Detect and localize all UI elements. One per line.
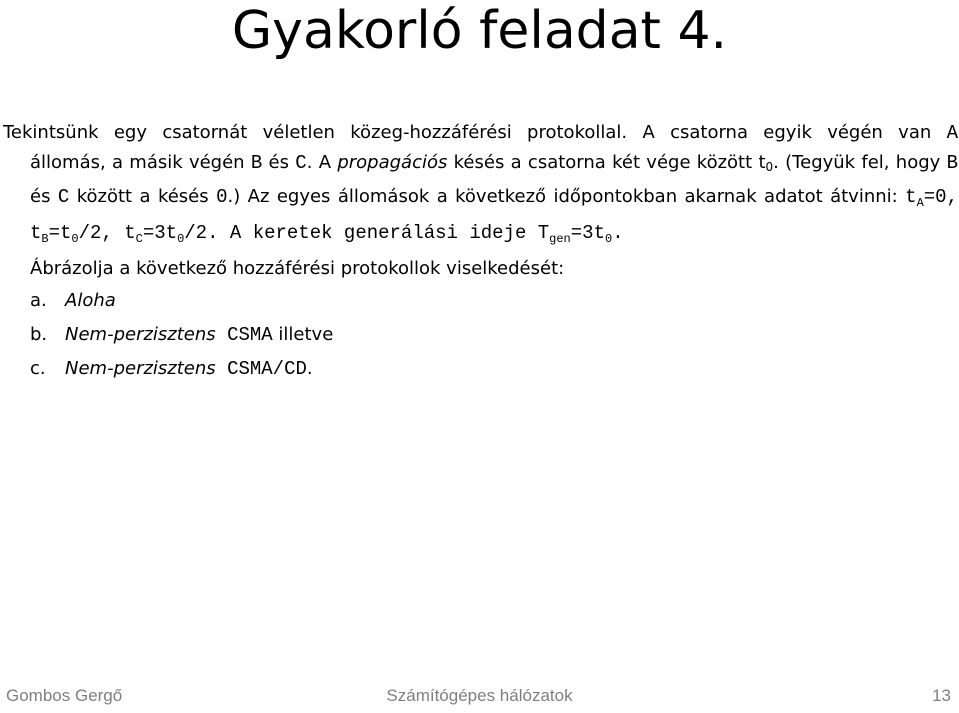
- station-c: C: [295, 152, 307, 174]
- paragraph-instruction: Ábrázolja a következő hozzáférési protokollok viselkedését:: [30, 258, 565, 279]
- protocol-name: Nem-perzisztens: [65, 358, 216, 379]
- protocol-name: Aloha: [65, 290, 116, 311]
- italic-term: propagációs: [337, 152, 448, 173]
- task-description: [3, 118, 958, 386]
- text-segment: . A: [306, 152, 338, 173]
- text-segment: . (Tegyük fel, hogy: [773, 152, 947, 173]
- list-item: [3, 284, 958, 318]
- list-item: [3, 318, 958, 352]
- protocol-tail: .: [306, 358, 313, 379]
- frame-gen-value: =3t: [570, 222, 605, 244]
- subscript: 0: [604, 232, 613, 246]
- footer-author: Gombos Gergő: [6, 686, 123, 705]
- text-segment: között a késés: [69, 186, 217, 207]
- time-b: t: [30, 222, 42, 244]
- text-segment: állomás, a másik végén: [30, 152, 251, 173]
- protocol-tail: illetve: [272, 324, 334, 345]
- separator: ,: [101, 222, 125, 244]
- time-a: t: [905, 186, 917, 208]
- list-marker: c.: [30, 358, 46, 379]
- list-marker: a.: [30, 290, 47, 311]
- slide-footer: [0, 686, 959, 710]
- text-intro: Tekintsünk egy csatornát véletlen közeg-hozzáférési protokollal. A csatorna egyik végén van: [3, 122, 947, 143]
- page-number: 13: [932, 686, 951, 705]
- time-b-value: /2: [78, 222, 102, 244]
- protocol-code: CSMA/CD: [215, 358, 307, 380]
- list-item: [3, 352, 958, 386]
- protocol-code: CSMA: [215, 324, 273, 346]
- text-segment: és: [262, 152, 296, 173]
- time-b-value: =t: [48, 222, 72, 244]
- subscript: B: [41, 232, 49, 246]
- subscript: 0: [177, 232, 185, 246]
- text-segment: késés a csatorna két vége között t: [447, 152, 766, 173]
- protocol-list: [3, 284, 958, 386]
- text-segment: .) Az egyes állomások a következő időpontokban akarnak adatot átvinni:: [227, 186, 906, 207]
- delay-zero: 0: [216, 186, 228, 208]
- time-c: t: [124, 222, 136, 244]
- paragraph-line-1: [3, 118, 958, 148]
- list-marker: b.: [30, 324, 48, 345]
- time-a-value: =0: [923, 186, 947, 208]
- station-b: B: [946, 152, 958, 174]
- station-c: C: [57, 186, 70, 208]
- protocol-name: Nem-perzisztens: [65, 324, 216, 345]
- subscript: gen: [549, 232, 571, 246]
- separator: ,: [946, 186, 958, 208]
- subscript: 0: [765, 160, 774, 174]
- subscript: A: [916, 196, 924, 210]
- subscript: C: [135, 232, 143, 246]
- text-segment: .: [612, 222, 624, 244]
- frame-gen-time: T: [537, 222, 550, 244]
- station-a: A: [946, 122, 958, 144]
- station-b: B: [250, 152, 263, 174]
- paragraph-body: [3, 148, 958, 254]
- subscript: 0: [71, 232, 79, 246]
- time-c-value: =3t: [142, 222, 178, 244]
- text-segment: és: [30, 186, 58, 207]
- slide-title: Gyakorló feladat 4.: [231, 1, 728, 61]
- text-segment: . A keretek generálási ideje: [207, 222, 538, 244]
- time-c-value: /2: [184, 222, 208, 244]
- footer-course: Számítógépes hálózatok: [386, 686, 573, 705]
